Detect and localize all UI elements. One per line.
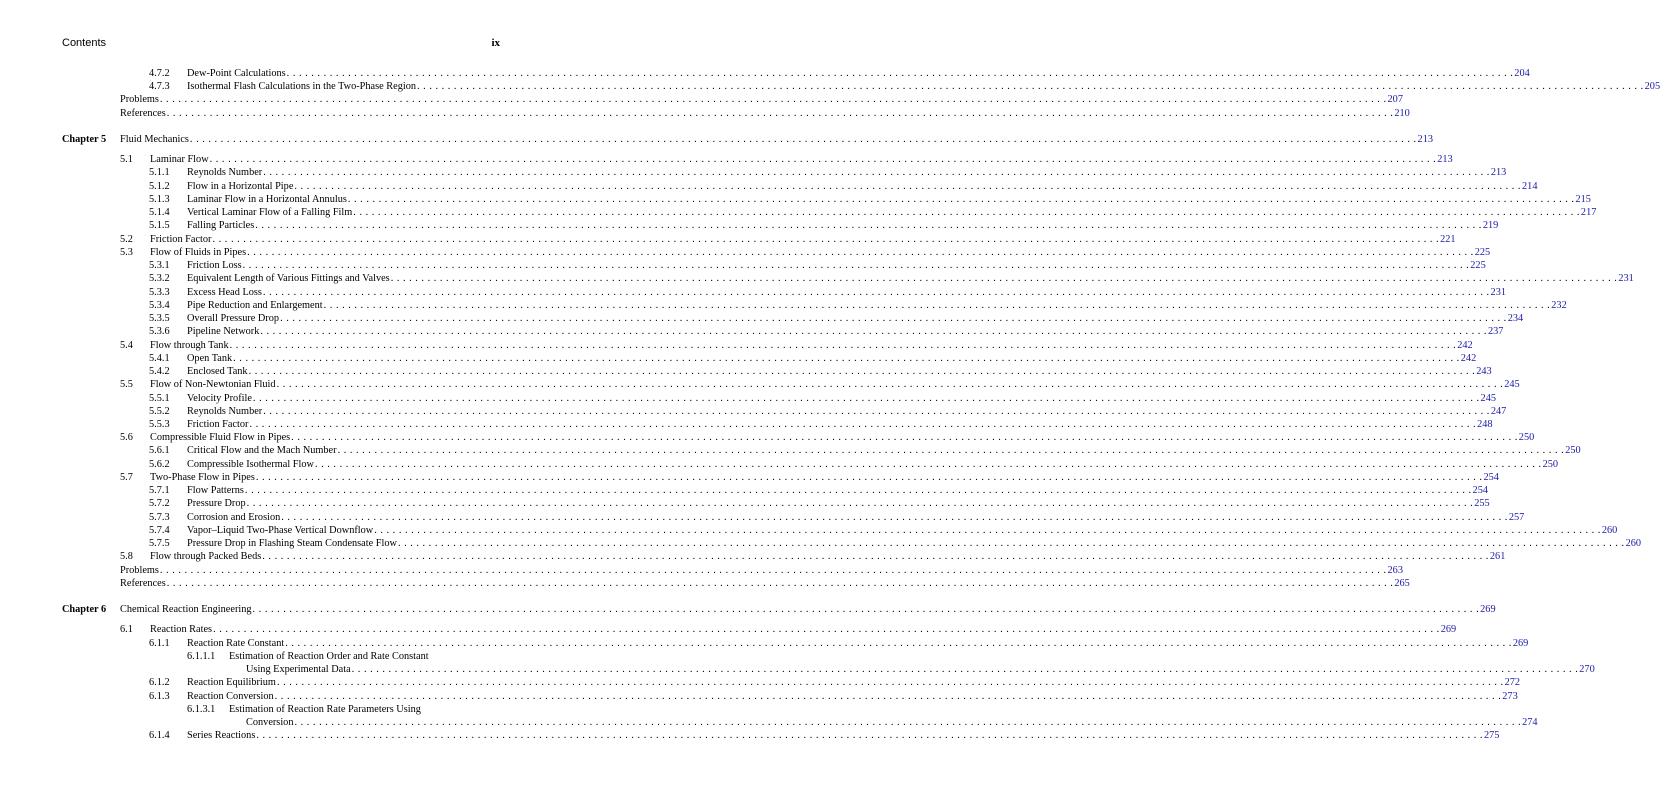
dot-leader: . . . . . . . . . . . . . . . . . . . . . . . . . . . . . . . . . . . . . . . . . . . . . . . . . . . . . . . . . . . . . . . . . . . . . . . . . . . . . . . . . . . . . . . . . . . . . . . . . . . . . . . . . . . . . . . . . . . . . . . . . . . . . . . . . . . . . . . . . . . . . . . . . . . . . . . . . . . . . . . . . . . . . . . . . . . . . . . . . . . . . . . . . . . . . . . . . . . . . . . . — [294, 180, 1522, 192]
section-title: Vertical Laminar Flow of a Falling Film — [187, 207, 353, 219]
page-number-link[interactable]: 207 — [1387, 94, 1403, 106]
dot-leader-line — [246, 716, 1538, 729]
dot-leader: . . . . . . . . . . . . . . . . . . . . . . . . . . . . . . . . . . . . . . . . . . . . . . . . . . . . . . . . . . . . . . . . . . . . . . . . . . . . . . . . . . . . . . . . . . . . . . . . . . . . . . . . . . . . . . . . . . . . . . . . . . . . . . . . . . . . . . . . . . . . . . . . . . . . . . . . . . . . . . . . . . . . . . . . . . . . . . . . . . . . . . . . . . . . . . . . . . . . . . . . — [397, 538, 1625, 550]
section-number: 5.1.4 — [149, 207, 170, 219]
running-header-section: Contents — [62, 37, 107, 49]
dot-leader: . . . . . . . . . . . . . . . . . . . . . . . . . . . . . . . . . . . . . . . . . . . . . . . . . . . . . . . . . . . . . . . . . . . . . . . . . . . . . . . . . . . . . . . . . . . . . . . . . . . . . . . . . . . . . . . . . . . . . . . . . . . . . . . . . . . . . . . . . . . . . . . . . . . . . . . . . . . . . . . . . . . . . . . . . . . . . . . . . . . . . . . . . . . . . . . . . . . . . . . . — [247, 246, 1474, 258]
section-title: Dew-Point Calculations — [187, 68, 286, 79]
dot-leader: . . . . . . . . . . . . . . . . . . . . . . . . . . . . . . . . . . . . . . . . . . . . . . . . . . . . . . . . . . . . . . . . . . . . . . . . . . . . . . . . . . . . . . . . . . . . . . . . . . . . . . . . . . . . . . . . . . . . . . . . . . . . . . . . . . . . . . . . . . . . . . . . . . . . . . . . . . . . . . . . . . . . . . . . . . . . . . . . . . . . . . . . . . . . . . . . . . . . . . . . — [260, 326, 1487, 338]
dot-leader-line — [120, 107, 1410, 120]
section-number: 5.3.3 — [149, 286, 170, 298]
dot-leader: . . . . . . . . . . . . . . . . . . . . . . . . . . . . . . . . . . . . . . . . . . . . . . . . . . . . . . . . . . . . . . . . . . . . . . . . . . . . . . . . . . . . . . . . . . . . . . . . . . . . . . . . . . . . . . . . . . . . . . . . . . . . . . . . . . . . . . . . . . . . . . . . . . . . . . . . . . . . . . . . . . . . . . . . . . . . . . . . . . . . . . . . . . . . . . . . . . . . . . . . — [244, 485, 1472, 497]
section-title: Compressible Isothermal Flow — [187, 458, 314, 470]
section-title: Pressure Drop in Flashing Steam Condensate Flow — [187, 538, 397, 550]
section-number: 5.3.6 — [149, 326, 170, 338]
dot-leader-line — [187, 272, 1634, 285]
dot-leader-line — [187, 458, 1559, 471]
toc-entry[interactable] — [0, 233, 1456, 246]
section-title: Flow in a Horizontal Pipe — [187, 180, 294, 192]
toc-entry[interactable] — [0, 378, 1520, 391]
page-number-link[interactable]: 250 — [1518, 432, 1535, 444]
toc-entry[interactable] — [0, 166, 1507, 179]
page-number-link[interactable]: 231 — [1490, 286, 1506, 298]
dot-leader: . . . . . . . . . . . . . . . . . . . . . . . . . . . . . . . . . . . . . . . . . . . . . . . . . . . . . . . . . . . . . . . . . . . . . . . . . . . . . . . . . . . . . . . . . . . . . . . . . . . . . . . . . . . . . . . . . . . . . . . . . . . . . . . . . . . . . . . . . . . . . . . . . . . . . . . . . . . . . . . . . . . . . . . . . . . . . . . . . . . . . . . . . . . . . . . . . . . . . . . . — [276, 379, 1504, 391]
dot-leader-line — [120, 577, 1410, 590]
section-number: 6.1.1 — [149, 637, 170, 649]
section-number: 6.1.1.1 — [187, 650, 216, 662]
dot-leader: . . . . . . . . . . . . . . . . . . . . . . . . . . . . . . . . . . . . . . . . . . . . . . . . . . . . . . . . . . . . . . . . . . . . . . . . . . . . . . . . . . . . . . . . . . . . . . . . . . . . . . . . . . . . . . . . . . . . . . . . . . . . . . . . . . . . . . . . . . . . . . . . . . . . . . . . . . . . . . . . . . . . . . . . . . . . . . . . . . . . . . . . . . . . . . . . . . . . . . . . — [263, 167, 1490, 179]
dot-leader-line — [187, 497, 1490, 510]
dot-leader: . . . . . . . . . . . . . . . . . . . . . . . . . . . . . . . . . . . . . . . . . . . . . . . . . . . . . . . . . . . . . . . . . . . . . . . . . . . . . . . . . . . . . . . . . . . . . . . . . . . . . . . . . . . . . . . . . . . . . . . . . . . . . . . . . . . . . . . . . . . . . . . . . . . . . . . . . . . . . . . . . . . . . . . . . . . . . . . . . . . . . . . . . . . . . . . . . . . . . . . . — [337, 445, 1565, 457]
page-number-link[interactable]: 245 — [1504, 379, 1520, 391]
dot-leader-line — [187, 180, 1538, 193]
dot-leader-line — [187, 325, 1504, 338]
dot-leader: . . . . . . . . . . . . . . . . . . . . . . . . . . . . . . . . . . . . . . . . . . . . . . . . . . . . . . . . . . . . . . . . . . . . . . . . . . . . . . . . . . . . . . . . . . . . . . . . . . . . . . . . . . . . . . . . . . . . . . . . . . . . . . . . . . . . . . . . . . . . . . . . . . . . . . . . . . . . . . . . . . . . . . . . . . . . . . . . . . . . . . . . . . . . . . . . . . . . . . . . — [159, 94, 1387, 106]
section-title: Flow Patterns — [187, 485, 244, 497]
section-title: Friction Loss — [187, 260, 242, 272]
toc-entry[interactable] — [0, 484, 1488, 497]
dot-leader: . . . . . . . . . . . . . . . . . . . . . . . . . . . . . . . . . . . . . . . . . . . . . . . . . . . . . . . . . . . . . . . . . . . . . . . . . . . . . . . . . . . . . . . . . . . . . . . . . . . . . . . . . . . . . . . . . . . . . . . . . . . . . . . . . . . . . . . . . . . . . . . . . . . . . . . . . . . . . . . . . . . . . . . . . . . . . . . . . . . . . . . . . . . . . . . . . . . . . . . . — [390, 273, 1618, 285]
dot-leader: . . . . . . . . . . . . . . . . . . . . . . . . . . . . . . . . . . . . . . . . . . . . . . . . . . . . . . . . . . . . . . . . . . . . . . . . . . . . . . . . . . . . . . . . . . . . . . . . . . . . . . . . . . . . . . . . . . . . . . . . . . . . . . . . . . . . . . . . . . . . . . . . . . . . . . . . . . . . . . . . . . . . . . . . . . . . . . . . . . . . . . . . . . . . . . . . . . . . . . . . — [262, 551, 1489, 563]
dot-leader: . . . . . . . . . . . . . . . . . . . . . . . . . . . . . . . . . . . . . . . . . . . . . . . . . . . . . . . . . . . . . . . . . . . . . . . . . . . . . . . . . . . . . . . . . . . . . . . . . . . . . . . . . . . . . . . . . . . . . . . . . . . . . . . . . . . . . . . . . . . . . . . . . . . . . . . . . . . . . . . . . . . . . . . . . . . . . . . . . . . . . . . . . . . . . . . . . . . . . . . . — [276, 677, 1504, 689]
page-number-link[interactable]: 237 — [1487, 326, 1504, 338]
dot-leader: . . . . . . . . . . . . . . . . . . . . . . . . . . . . . . . . . . . . . . . . . . . . . . . . . . . . . . . . . . . . . . . . . . . . . . . . . . . . . . . . . . . . . . . . . . . . . . . . . . . . . . . . . . . . . . . . . . . . . . . . . . . . . . . . . . . . . . . . . . . . . . . . . . . . . . . . . . . . . . . . . . . . . . . . . . . . . . . . . . . . . . . . . . . . . . . . . . . . . . . . — [166, 577, 1394, 589]
dot-leader-line — [187, 637, 1529, 650]
page-number-link[interactable]: 254 — [1472, 485, 1488, 497]
chapter-label: Chapter 5 — [62, 133, 107, 145]
running-header-page-number: ix — [491, 37, 500, 49]
section-title: Flow through Packed Beds — [150, 551, 262, 563]
toc-entry[interactable] — [0, 193, 1591, 206]
section-number: 5.5.2 — [149, 405, 170, 417]
toc-entry[interactable] — [0, 418, 1493, 431]
section-title: Isothermal Flash Calculations in the Two-Phase Region — [187, 81, 417, 93]
section-number: 5.7.4 — [149, 524, 170, 536]
dot-leader: . . . . . . . . . . . . . . . . . . . . . . . . . . . . . . . . . . . . . . . . . . . . . . . . . . . . . . . . . . . . . . . . . . . . . . . . . . . . . . . . . . . . . . . . . . . . . . . . . . . . . . . . . . . . . . . . . . . . . . . . . . . . . . . . . . . . . . . . . . . . . . . . . . . . . . . . . . . . . . . . . . . . . . . . . . . . . . . . . . . . . . . . . . . . . . . . . . . . . . . . — [417, 81, 1644, 93]
section-title: Corrosion and Erosion — [187, 511, 281, 523]
toc-entry[interactable] — [0, 729, 1500, 742]
section-title: Laminar Flow — [150, 154, 209, 166]
page-number-link[interactable]: 257 — [1508, 511, 1525, 523]
dot-leader-line — [246, 663, 1595, 676]
dot-leader-line — [187, 484, 1488, 497]
toc-entry[interactable] — [0, 458, 1559, 471]
page-number-link[interactable]: 213 — [1490, 167, 1507, 179]
toc-entry[interactable] — [0, 153, 1453, 166]
dot-leader-line — [187, 299, 1567, 312]
dot-leader: . . . . . . . . . . . . . . . . . . . . . . . . . . . . . . . . . . . . . . . . . . . . . . . . . . . . . . . . . . . . . . . . . . . . . . . . . . . . . . . . . . . . . . . . . . . . . . . . . . . . . . . . . . . . . . . . . . . . . . . . . . . . . . . . . . . . . . . . . . . . . . . . . . . . . . . . . . . . . . . . . . . . . . . . . . . . . . . . . . . . . . . . . . . . . . . . . . . . . . . . — [242, 260, 1470, 272]
section-number: 5.4.2 — [149, 366, 170, 378]
section-title: Pipeline Network — [187, 326, 260, 338]
toc-entry[interactable] — [0, 339, 1473, 352]
page-number-link[interactable]: 232 — [1551, 299, 1567, 311]
toc-entry[interactable] — [0, 107, 1410, 120]
page-number-link[interactable]: 215 — [1575, 193, 1591, 205]
section-title: Problems — [120, 564, 159, 576]
page-number-link[interactable]: 269 — [1480, 604, 1496, 616]
section-title: Falling Particles — [187, 220, 255, 232]
page-number-link[interactable]: 274 — [1522, 717, 1538, 729]
section-title: Pressure Drop — [187, 498, 246, 510]
dot-leader: . . . . . . . . . . . . . . . . . . . . . . . . . . . . . . . . . . . . . . . . . . . . . . . . . . . . . . . . . . . . . . . . . . . . . . . . . . . . . . . . . . . . . . . . . . . . . . . . . . . . . . . . . . . . . . . . . . . . . . . . . . . . . . . . . . . . . . . . . . . . . . . . . . . . . . . . . . . . . . . . . . . . . . . . . . . . . . . . . . . . . . . . . . . . . . . . . . . . . . . . — [351, 664, 1579, 676]
toc-entry[interactable] — [0, 206, 1597, 219]
page-number-link[interactable]: 261 — [1489, 551, 1506, 563]
section-title: Reaction Equilibrium — [187, 677, 276, 689]
toc-entry-continuation[interactable] — [0, 716, 1538, 729]
dot-leader-line — [187, 206, 1597, 219]
dot-leader-line — [150, 246, 1491, 259]
page-number-link[interactable]: 260 — [1601, 524, 1618, 536]
page-number-link[interactable]: 205 — [1644, 81, 1660, 93]
section-number: 5.3.2 — [149, 273, 170, 285]
page-number-link[interactable]: 250 — [1542, 458, 1559, 470]
toc-entry[interactable] — [0, 431, 1535, 444]
dot-leader-line — [187, 729, 1500, 742]
dot-leader: . . . . . . . . . . . . . . . . . . . . . . . . . . . . . . . . . . . . . . . . . . . . . . . . . . . . . . . . . . . . . . . . . . . . . . . . . . . . . . . . . . . . . . . . . . . . . . . . . . . . . . . . . . . . . . . . . . . . . . . . . . . . . . . . . . . . . . . . . . . . . . . . . . . . . . . . . . . . . . . . . . . . . . . . . . . . . . . . . . . . . . . . . . . . . . . . . . . . . . . . — [229, 339, 1457, 351]
dot-leader: . . . . . . . . . . . . . . . . . . . . . . . . . . . . . . . . . . . . . . . . . . . . . . . . . . . . . . . . . . . . . . . . . . . . . . . . . . . . . . . . . . . . . . . . . . . . . . . . . . . . . . . . . . . . . . . . . . . . . . . . . . . . . . . . . . . . . . . . . . . . . . . . . . . . . . . . . . . . . . . . . . . . . . . . . . . . . . . . . . . . . . . . . . . . . . . . . . . . . . . . — [246, 498, 1474, 510]
dot-leader-line — [187, 193, 1591, 206]
section-title: References — [120, 577, 166, 589]
section-number: 5.1 — [120, 154, 133, 166]
dot-leader-line — [187, 80, 1660, 93]
dot-leader-line — [150, 471, 1499, 484]
dot-leader: . . . . . . . . . . . . . . . . . . . . . . . . . . . . . . . . . . . . . . . . . . . . . . . . . . . . . . . . . . . . . . . . . . . . . . . . . . . . . . . . . . . . . . . . . . . . . . . . . . . . . . . . . . . . . . . . . . . . . . . . . . . . . . . . . . . . . . . . . . . . . . . . . . . . . . . . . . . . . . . . . . . . . . . . . . . . . . . . . . . . . . . . . . . . . . . . . . . . . . . . — [291, 432, 1518, 444]
page-number-link[interactable]: 214 — [1522, 180, 1538, 192]
section-number: 5.3 — [120, 246, 133, 258]
page-number-link[interactable]: 221 — [1440, 233, 1456, 245]
section-number: 5.1.3 — [149, 193, 170, 205]
toc-entry[interactable] — [0, 246, 1491, 259]
section-title: Flow of Non-Newtonian Fluid — [150, 379, 276, 391]
toc-entry[interactable] — [0, 272, 1634, 285]
toc-entry[interactable] — [0, 312, 1524, 325]
dot-leader-line — [187, 444, 1581, 457]
dot-leader: . . . . . . . . . . . . . . . . . . . . . . . . . . . . . . . . . . . . . . . . . . . . . . . . . . . . . . . . . . . . . . . . . . . . . . . . . . . . . . . . . . . . . . . . . . . . . . . . . . . . . . . . . . . . . . . . . . . . . . . . . . . . . . . . . . . . . . . . . . . . . . . . . . . . . . . . . . . . . . . . . . . . . . . . . . . . . . . . . . . . . . . . . . . . . . . . . . . . . . . . — [314, 458, 1542, 470]
page-number-link[interactable]: 242 — [1460, 352, 1477, 364]
section-number: 6.1.4 — [149, 730, 170, 742]
section-number: 5.4 — [120, 339, 133, 351]
dot-leader-line — [187, 392, 1496, 405]
dot-leader: . . . . . . . . . . . . . . . . . . . . . . . . . . . . . . . . . . . . . . . . . . . . . . . . . . . . . . . . . . . . . . . . . . . . . . . . . . . . . . . . . . . . . . . . . . . . . . . . . . . . . . . . . . . . . . . . . . . . . . . . . . . . . . . . . . . . . . . . . . . . . . . . . . . . . . . . . . . . . . . . . . . . . . . . . . . . . . . . . . . . . . . . . . . . . . . . . . . . . . . . — [294, 717, 1522, 729]
dot-leader-line — [187, 259, 1486, 272]
page-number-link[interactable]: 242 — [1457, 339, 1473, 351]
section-number: 5.6.1 — [149, 445, 170, 457]
section-title: Friction Factor — [150, 233, 212, 245]
section-title: Velocity Profile — [187, 392, 252, 404]
page-number-link[interactable]: 231 — [1618, 273, 1634, 285]
toc-entry[interactable] — [0, 180, 1538, 193]
page-number-link[interactable]: 247 — [1490, 405, 1507, 417]
section-number: 4.7.2 — [149, 68, 170, 79]
section-title: Enclosed Tank — [187, 366, 248, 378]
toc-entry[interactable] — [0, 537, 1642, 550]
dot-leader-line — [187, 312, 1524, 325]
section-number: 5.6.2 — [149, 458, 170, 470]
section-number: 5.5 — [120, 379, 133, 391]
page-number-link[interactable]: 210 — [1394, 107, 1410, 119]
dot-leader: . . . . . . . . . . . . . . . . . . . . . . . . . . . . . . . . . . . . . . . . . . . . . . . . . . . . . . . . . . . . . . . . . . . . . . . . . . . . . . . . . . . . . . . . . . . . . . . . . . . . . . . . . . . . . . . . . . . . . . . . . . . . . . . . . . . . . . . . . . . . . . . . . . . . . . . . . . . . . . . . . . . . . . . . . . . . . . . . . . . . . . . . . . . . . . . . . . . . . . . . — [285, 637, 1512, 649]
dot-leader: . . . . . . . . . . . . . . . . . . . . . . . . . . . . . . . . . . . . . . . . . . . . . . . . . . . . . . . . . . . . . . . . . . . . . . . . . . . . . . . . . . . . . . . . . . . . . . . . . . . . . . . . . . . . . . . . . . . . . . . . . . . . . . . . . . . . . . . . . . . . . . . . . . . . . . . . . . . . . . . . . . . . . . . . . . . . . . . . . . . . . . . . . . . . . . . . . . . . . . . . — [212, 233, 1440, 245]
dot-leader: . . . . . . . . . . . . . . . . . . . . . . . . . . . . . . . . . . . . . . . . . . . . . . . . . . . . . . . . . . . . . . . . . . . . . . . . . . . . . . . . . . . . . . . . . . . . . . . . . . . . . . . . . . . . . . . . . . . . . . . . . . . . . . . . . . . . . . . . . . . . . . . . . . . . . . . . . . . . . . . . . . . . . . . . . . . . . . . . . . . . . . . . . . . . . . . . . . . . . . . . — [262, 286, 1490, 298]
toc-entry[interactable] — [0, 405, 1507, 418]
dot-leader-line — [120, 133, 1433, 146]
toc-entry[interactable] — [0, 623, 1457, 636]
section-title: References — [120, 107, 166, 119]
page-number-link[interactable]: 248 — [1477, 419, 1493, 430]
dot-leader: . . . . . . . . . . . . . . . . . . . . . . . . . . . . . . . . . . . . . . . . . . . . . . . . . . . . . . . . . . . . . . . . . . . . . . . . . . . . . . . . . . . . . . . . . . . . . . . . . . . . . . . . . . . . . . . . . . . . . . . . . . . . . . . . . . . . . . . . . . . . . . . . . . . . . . . . . . . . . . . . . . . . . . . . . . . . . . . . . . . . . . . . . . . . . . . . . . . . . . . . — [255, 220, 1482, 232]
dot-leader-line — [120, 93, 1403, 106]
section-number: 5.7.1 — [149, 485, 170, 497]
dot-leader-line — [187, 676, 1521, 689]
page-number-link[interactable]: 255 — [1474, 498, 1490, 510]
toc-entry[interactable] — [0, 676, 1521, 689]
dot-leader: . . . . . . . . . . . . . . . . . . . . . . . . . . . . . . . . . . . . . . . . . . . . . . . . . . . . . . . . . . . . . . . . . . . . . . . . . . . . . . . . . . . . . . . . . . . . . . . . . . . . . . . . . . . . . . . . . . . . . . . . . . . . . . . . . . . . . . . . . . . . . . . . . . . . . . . . . . . . . . . . . . . . . . . . . . . . . . . . . . . . . . . . . . . . . . . . . . . . . . . . — [252, 392, 1480, 404]
section-number: 5.4.1 — [149, 352, 170, 364]
dot-leader-line — [187, 537, 1642, 550]
dot-leader: . . . . . . . . . . . . . . . . . . . . . . . . . . . . . . . . . . . . . . . . . . . . . . . . . . . . . . . . . . . . . . . . . . . . . . . . . . . . . . . . . . . . . . . . . . . . . . . . . . . . . . . . . . . . . . . . . . . . . . . . . . . . . . . . . . . . . . . . . . . . . . . . . . . . . . . . . . . . . . . . . . . . . . . . . . . . . . . . . . . . . . . . . . . . . . . . . . . . . . . . — [248, 366, 1476, 378]
page-number-link[interactable]: 213 — [1417, 133, 1433, 145]
dot-leader: . . . . . . . . . . . . . . . . . . . . . . . . . . . . . . . . . . . . . . . . . . . . . . . . . . . . . . . . . . . . . . . . . . . . . . . . . . . . . . . . . . . . . . . . . . . . . . . . . . . . . . . . . . . . . . . . . . . . . . . . . . . . . . . . . . . . . . . . . . . . . . . . . . . . . . . . . . . . . . . . . . . . . . . . . . . . . . . . . . . . . . . . . . . . . . . . . . . . . . . . — [209, 154, 1437, 166]
section-title: Compressible Fluid Flow in Pipes — [150, 432, 291, 444]
section-title: Laminar Flow in a Horizontal Annulus — [187, 193, 347, 205]
dot-leader-line — [187, 352, 1477, 365]
dot-leader: . . . . . . . . . . . . . . . . . . . . . . . . . . . . . . . . . . . . . . . . . . . . . . . . . . . . . . . . . . . . . . . . . . . . . . . . . . . . . . . . . . . . . . . . . . . . . . . . . . . . . . . . . . . . . . . . . . . . . . . . . . . . . . . . . . . . . . . . . . . . . . . . . . . . . . . . . . . . . . . . . . . . . . . . . . . . . . . . . . . . . . . . . . . . . . . . . . . . . . . . — [249, 419, 1477, 430]
page-number-link[interactable]: 234 — [1507, 313, 1524, 325]
page-number-link[interactable]: 260 — [1625, 538, 1642, 550]
dot-leader: . . . . . . . . . . . . . . . . . . . . . . . . . . . . . . . . . . . . . . . . . . . . . . . . . . . . . . . . . . . . . . . . . . . . . . . . . . . . . . . . . . . . . . . . . . . . . . . . . . . . . . . . . . . . . . . . . . . . . . . . . . . . . . . . . . . . . . . . . . . . . . . . . . . . . . . . . . . . . . . . . . . . . . . . . . . . . . . . . . . . . . . . . . . . . . . . . . . . . . . . — [280, 313, 1507, 325]
page-number-link[interactable]: 265 — [1394, 577, 1410, 589]
section-title: Critical Flow and the Mach Number — [187, 445, 337, 457]
dot-leader-line — [187, 405, 1507, 418]
dot-leader: . . . . . . . . . . . . . . . . . . . . . . . . . . . . . . . . . . . . . . . . . . . . . . . . . . . . . . . . . . . . . . . . . . . . . . . . . . . . . . . . . . . . . . . . . . . . . . . . . . . . . . . . . . . . . . . . . . . . . . . . . . . . . . . . . . . . . . . . . . . . . . . . . . . . . . . . . . . . . . . . . . . . . . . . . . . . . . . . . . . . . . . . . . . . . . . . . . . . . . . . — [374, 524, 1601, 536]
section-number: 6.1 — [120, 624, 133, 636]
dot-leader: . . . . . . . . . . . . . . . . . . . . . . . . . . . . . . . . . . . . . . . . . . . . . . . . . . . . . . . . . . . . . . . . . . . . . . . . . . . . . . . . . . . . . . . . . . . . . . . . . . . . . . . . . . . . . . . . . . . . . . . . . . . . . . . . . . . . . . . . . . . . . . . . . . . . . . . . . . . . . . . . . . . . . . . . . . . . . . . . . . . . . . . . . . . . . . . . . . . . . . . . — [281, 511, 1508, 523]
page-number-link[interactable]: 263 — [1387, 564, 1403, 576]
section-number: 5.3.1 — [149, 260, 170, 272]
section-title: Series Reactions — [187, 730, 256, 742]
section-number: 6.1.2 — [149, 677, 170, 689]
toc-entry[interactable] — [0, 219, 1499, 232]
dot-leader-line — [150, 153, 1453, 166]
page-number-link[interactable]: 204 — [1514, 68, 1530, 79]
toc-entry[interactable] — [0, 703, 558, 716]
toc-entry[interactable] — [0, 286, 1506, 299]
dot-leader: . . . . . . . . . . . . . . . . . . . . . . . . . . . . . . . . . . . . . . . . . . . . . . . . . . . . . . . . . . . . . . . . . . . . . . . . . . . . . . . . . . . . . . . . . . . . . . . . . . . . . . . . . . . . . . . . . . . . . . . . . . . . . . . . . . . . . . . . . . . . . . . . . . . . . . . . . . . . . . . . . . . . . . . . . . . . . . . . . . . . . . . . . . . . . . . . . . . . . . . . — [263, 405, 1490, 417]
section-title: Friction Factor — [187, 419, 249, 430]
section-title: Two-Phase Flow in Pipes — [150, 471, 255, 483]
section-number: 5.1.5 — [149, 220, 170, 232]
section-number: 5.5.1 — [149, 392, 170, 404]
dot-leader-line — [150, 233, 1456, 246]
section-number: 6.1.3 — [149, 690, 170, 702]
dot-leader: . . . . . . . . . . . . . . . . . . . . . . . . . . . . . . . . . . . . . . . . . . . . . . . . . . . . . . . . . . . . . . . . . . . . . . . . . . . . . . . . . . . . . . . . . . . . . . . . . . . . . . . . . . . . . . . . . . . . . . . . . . . . . . . . . . . . . . . . . . . . . . . . . . . . . . . . . . . . . . . . . . . . . . . . . . . . . . . . . . . . . . . . . . . . . . . . . . . . . . . . — [256, 730, 1483, 742]
dot-leader-line — [187, 418, 1493, 431]
section-title: Reaction Conversion — [187, 690, 274, 702]
dot-leader-line — [187, 365, 1492, 378]
page-number-link[interactable]: 273 — [1502, 690, 1518, 702]
page-number-link[interactable]: 219 — [1482, 220, 1499, 232]
dot-leader: . . . . . . . . . . . . . . . . . . . . . . . . . . . . . . . . . . . . . . . . . . . . . . . . . . . . . . . . . . . . . . . . . . . . . . . . . . . . . . . . . . . . . . . . . . . . . . . . . . . . . . . . . . . . . . . . . . . . . . . . . . . . . . . . . . . . . . . . . . . . . . . . . . . . . . . . . . . . . . . . . . . . . . . . . . . . . . . . . . . . . . . . . . . . . . . . . . . . . . . . — [213, 624, 1440, 636]
dot-leader: . . . . . . . . . . . . . . . . . . . . . . . . . . . . . . . . . . . . . . . . . . . . . . . . . . . . . . . . . . . . . . . . . . . . . . . . . . . . . . . . . . . . . . . . . . . . . . . . . . . . . . . . . . . . . . . . . . . . . . . . . . . . . . . . . . . . . . . . . . . . . . . . . . . . . . . . . . . . . . . . . . . . . . . . . . . . . . . . . . . . . . . . . . . . . . . . . . . . . . . . — [189, 133, 1417, 145]
toc-entry[interactable] — [0, 299, 1567, 312]
dot-leader-line — [150, 339, 1473, 352]
page-number-link[interactable]: 245 — [1480, 392, 1496, 404]
dot-leader: . . . . . . . . . . . . . . . . . . . . . . . . . . . . . . . . . . . . . . . . . . . . . . . . . . . . . . . . . . . . . . . . . . . . . . . . . . . . . . . . . . . . . . . . . . . . . . . . . . . . . . . . . . . . . . . . . . . . . . . . . . . . . . . . . . . . . . . . . . . . . . . . . . . . . . . . . . . . . . . . . . . . . . . . . . . . . . . . . . . . . . . . . . . . . . . . . . . . . . . . — [159, 564, 1387, 576]
toc-entry[interactable] — [0, 524, 1618, 537]
section-title: Flow of Fluids in Pipes — [150, 246, 247, 258]
section-number: 5.7.5 — [149, 538, 170, 550]
section-number: 5.3.5 — [149, 313, 170, 325]
section-number: 5.2 — [120, 233, 133, 245]
dot-leader-line — [120, 564, 1403, 577]
section-title: Equivalent Length of Various Fittings and Valves — [187, 273, 390, 285]
toc-entry[interactable] — [0, 511, 1525, 524]
toc-entry[interactable] — [0, 352, 1477, 365]
dot-leader: . . . . . . . . . . . . . . . . . . . . . . . . . . . . . . . . . . . . . . . . . . . . . . . . . . . . . . . . . . . . . . . . . . . . . . . . . . . . . . . . . . . . . . . . . . . . . . . . . . . . . . . . . . . . . . . . . . . . . . . . . . . . . . . . . . . . . . . . . . . . . . . . . . . . . . . . . . . . . . . . . . . . . . . . . . . . . . . . . . . . . . . . . . . . . . . . . . . . . . . . — [347, 193, 1575, 205]
chapter-title: Fluid Mechanics — [120, 133, 189, 145]
dot-leader-line — [187, 286, 1506, 299]
section-title-continued: Using Experimental Data — [246, 664, 351, 676]
page-number-link[interactable]: 269 — [1440, 624, 1457, 636]
dot-leader-line — [187, 166, 1507, 179]
dot-leader: . . . . . . . . . . . . . . . . . . . . . . . . . . . . . . . . . . . . . . . . . . . . . . . . . . . . . . . . . . . . . . . . . . . . . . . . . . . . . . . . . . . . . . . . . . . . . . . . . . . . . . . . . . . . . . . . . . . . . . . . . . . . . . . . . . . . . . . . . . . . . . . . . . . . . . . . . . . . . . . . . . . . . . . . . . . . . . . . . . . . . . . . . . . . . . . . . . . . . . . . — [274, 690, 1502, 702]
section-title: Estimation of Reaction Order and Rate Constant — [229, 650, 429, 662]
toc-entry[interactable] — [0, 80, 1660, 93]
dot-leader-line — [150, 378, 1520, 391]
section-number: 5.6 — [120, 432, 133, 444]
section-number: 6.1.3.1 — [187, 703, 216, 715]
page-number-link[interactable]: 225 — [1470, 260, 1486, 272]
toc-entry[interactable] — [0, 392, 1496, 405]
toc-entry[interactable] — [0, 577, 1410, 590]
chapter-label: Chapter 6 — [62, 604, 107, 616]
toc-chapter-entry[interactable] — [0, 133, 1433, 146]
toc-entry[interactable] — [0, 637, 1529, 650]
dot-leader-line — [187, 67, 1530, 80]
section-number: 5.5.3 — [149, 419, 170, 430]
section-title: Open Tank — [187, 352, 233, 364]
dot-leader: . . . . . . . . . . . . . . . . . . . . . . . . . . . . . . . . . . . . . . . . . . . . . . . . . . . . . . . . . . . . . . . . . . . . . . . . . . . . . . . . . . . . . . . . . . . . . . . . . . . . . . . . . . . . . . . . . . . . . . . . . . . . . . . . . . . . . . . . . . . . . . . . . . . . . . . . . . . . . . . . . . . . . . . . . . . . . . . . . . . . . . . . . . . . . . . . . . . . . . . . — [233, 352, 1460, 364]
section-title: Estimation of Reaction Rate Parameters Using — [229, 703, 421, 715]
dot-leader-line — [150, 550, 1506, 563]
dot-leader: . . . . . . . . . . . . . . . . . . . . . . . . . . . . . . . . . . . . . . . . . . . . . . . . . . . . . . . . . . . . . . . . . . . . . . . . . . . . . . . . . . . . . . . . . . . . . . . . . . . . . . . . . . . . . . . . . . . . . . . . . . . . . . . . . . . . . . . . . . . . . . . . . . . . . . . . . . . . . . . . . . . . . . . . . . . . . . . . . . . . . . . . . . . . . . . . . . . . . . . . — [255, 471, 1483, 483]
section-number: 5.7.2 — [149, 498, 170, 510]
page-number-link[interactable]: 243 — [1476, 366, 1492, 378]
section-number: 5.8 — [120, 551, 133, 563]
dot-leader: . . . . . . . . . . . . . . . . . . . . . . . . . . . . . . . . . . . . . . . . . . . . . . . . . . . . . . . . . . . . . . . . . . . . . . . . . . . . . . . . . . . . . . . . . . . . . . . . . . . . . . . . . . . . . . . . . . . . . . . . . . . . . . . . . . . . . . . . . . . . . . . . . . . . . . . . . . . . . . . . . . . . . . . . . . . . . . . . . . . . . . . . . . . . . . . . . . . . . . . . — [353, 207, 1580, 219]
section-number: 5.3.4 — [149, 299, 170, 311]
toc-entry[interactable] — [0, 67, 1530, 80]
dot-leader: . . . . . . . . . . . . . . . . . . . . . . . . . . . . . . . . . . . . . . . . . . . . . . . . . . . . . . . . . . . . . . . . . . . . . . . . . . . . . . . . . . . . . . . . . . . . . . . . . . . . . . . . . . . . . . . . . . . . . . . . . . . . . . . . . . . . . . . . . . . . . . . . . . . . . . . . . . . . . . . . . . . . . . . . . . . . . . . . . . . . . . . . . . . . . . . . . . . . . . . . — [166, 107, 1394, 119]
section-title: Reaction Rates — [150, 624, 213, 636]
section-title: Pipe Reduction and Enlargement — [187, 299, 323, 311]
section-number: 5.1.2 — [149, 180, 170, 192]
section-title: Problems — [120, 94, 159, 106]
section-title: Reynolds Number — [187, 405, 263, 417]
dot-leader: . . . . . . . . . . . . . . . . . . . . . . . . . . . . . . . . . . . . . . . . . . . . . . . . . . . . . . . . . . . . . . . . . . . . . . . . . . . . . . . . . . . . . . . . . . . . . . . . . . . . . . . . . . . . . . . . . . . . . . . . . . . . . . . . . . . . . . . . . . . . . . . . . . . . . . . . . . . . . . . . . . . . . . . . . . . . . . . . . . . . . . . . . . . . . . . . . . . . . . . . — [323, 299, 1551, 311]
toc-entry[interactable] — [0, 444, 1581, 457]
toc-entry[interactable] — [0, 690, 1518, 703]
toc-entry[interactable] — [0, 93, 1403, 106]
dot-leader: . . . . . . . . . . . . . . . . . . . . . . . . . . . . . . . . . . . . . . . . . . . . . . . . . . . . . . . . . . . . . . . . . . . . . . . . . . . . . . . . . . . . . . . . . . . . . . . . . . . . . . . . . . . . . . . . . . . . . . . . . . . . . . . . . . . . . . . . . . . . . . . . . . . . . . . . . . . . . . . . . . . . . . . . . . . . . . . . . . . . . . . . . . . . . . . . . . . . . . . . — [252, 604, 1480, 616]
page-number-link[interactable]: 269 — [1512, 637, 1529, 649]
dot-leader-line — [120, 603, 1496, 616]
toc-entry[interactable] — [0, 564, 1403, 577]
toc-entry[interactable] — [0, 650, 558, 663]
section-number: 5.7 — [120, 471, 133, 483]
toc-entry[interactable] — [0, 497, 1490, 510]
dot-leader-line — [187, 524, 1618, 537]
page-number-link[interactable]: 272 — [1504, 677, 1521, 689]
page-number-link[interactable]: 217 — [1580, 207, 1597, 219]
toc-entry[interactable] — [0, 550, 1506, 563]
dot-leader-line — [187, 690, 1518, 703]
page-number-link[interactable]: 250 — [1565, 445, 1581, 457]
section-title: Reynolds Number — [187, 167, 263, 179]
toc-entry[interactable] — [0, 259, 1486, 272]
toc-entry[interactable] — [0, 325, 1504, 338]
page-number-link[interactable]: 254 — [1483, 471, 1499, 483]
dot-leader-line — [187, 511, 1525, 524]
section-number: 5.7.3 — [149, 511, 170, 523]
section-number: 5.1.1 — [149, 167, 170, 179]
dot-leader-line — [187, 219, 1499, 232]
toc-entry[interactable] — [0, 365, 1492, 378]
dot-leader-line — [150, 623, 1457, 636]
section-title: Excess Head Loss — [187, 286, 262, 298]
section-title-continued: Conversion — [246, 717, 294, 729]
section-title: Vapor–Liquid Two-Phase Vertical Downflow — [187, 524, 374, 536]
dot-leader-line — [150, 431, 1535, 444]
section-title: Overall Pressure Drop — [187, 313, 280, 325]
section-number: 4.7.3 — [149, 81, 170, 93]
page-number-link[interactable]: 275 — [1483, 730, 1500, 742]
page-number-link[interactable]: 225 — [1474, 246, 1491, 258]
toc-entry-continuation[interactable] — [0, 663, 1595, 676]
toc-chapter-entry[interactable] — [0, 603, 1496, 616]
section-title: Flow through Tank — [150, 339, 229, 351]
page-number-link[interactable]: 213 — [1437, 154, 1453, 166]
dot-leader: . . . . . . . . . . . . . . . . . . . . . . . . . . . . . . . . . . . . . . . . . . . . . . . . . . . . . . . . . . . . . . . . . . . . . . . . . . . . . . . . . . . . . . . . . . . . . . . . . . . . . . . . . . . . . . . . . . . . . . . . . . . . . . . . . . . . . . . . . . . . . . . . . . . . . . . . . . . . . . . . . . . . . . . . . . . . . . . . . . . . . . . . . . . . . . . . . . . . . . . . — [286, 68, 1514, 79]
chapter-title: Chemical Reaction Engineering — [120, 604, 252, 616]
toc-entry[interactable] — [0, 471, 1499, 484]
page-number-link[interactable]: 270 — [1579, 664, 1595, 676]
section-title: Reaction Rate Constant — [187, 637, 285, 649]
